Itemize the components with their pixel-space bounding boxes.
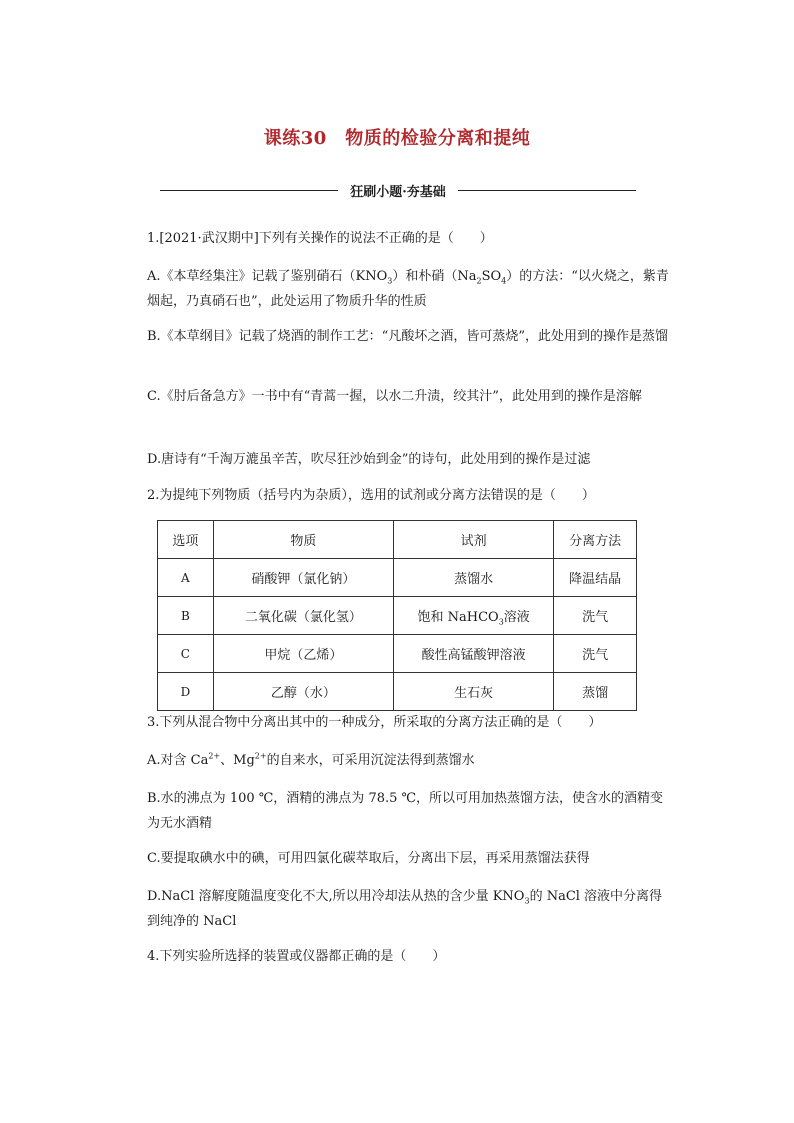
option-cell: D bbox=[158, 673, 214, 711]
q1-a-sub-3: 4 bbox=[501, 276, 507, 286]
page-title: 课练30 物质的检验分离和提纯 bbox=[263, 128, 531, 149]
reagent-cell bbox=[393, 597, 553, 635]
q2-stem: 2.为提纯下列物质（括号内为杂质），选用的试剂或分离方法错误的是（ ） bbox=[147, 488, 595, 503]
reagent-text-1: 饱和 NaHCO bbox=[417, 610, 499, 625]
q3-option-c: C.要提取碘水中的碘，可用四氯化碳萃取后，分离出下层，再采用蒸馏法获得 bbox=[147, 851, 590, 866]
q1-a-sub-2: 2 bbox=[476, 276, 482, 286]
q3-a-text-2: 、Mg bbox=[220, 753, 255, 768]
header-cell: 分离方法 bbox=[554, 521, 637, 559]
q2-table bbox=[157, 520, 637, 711]
section-rule-left bbox=[160, 190, 338, 191]
reagent-cell: 生石灰 bbox=[393, 673, 553, 711]
method-cell: 洗气 bbox=[554, 635, 637, 673]
section-header bbox=[160, 180, 636, 200]
option-cell: C bbox=[158, 635, 214, 673]
header-cell: 物质 bbox=[213, 521, 393, 559]
q3-d-text-1: D.NaCl 溶解度随温度变化不大,所以用冷却法从热的含少量 KNO bbox=[147, 889, 525, 904]
table-header-row bbox=[158, 521, 637, 559]
q3-option-a bbox=[147, 748, 673, 773]
q1-a-text-1: A.《本草经集注》记载了鉴别硝石（KNO bbox=[147, 269, 388, 284]
section-label: 狂刷小题·夯基础 bbox=[350, 184, 446, 200]
q1-a-text-2: ）和朴硝（Na bbox=[392, 269, 477, 284]
substance-cell: 乙醇（水） bbox=[213, 673, 393, 711]
table-row bbox=[158, 597, 637, 635]
table-row bbox=[158, 673, 637, 711]
q3-option-b: B.水的沸点为 100 ℃，酒精的沸点为 78.5 ℃，所以可用加热蒸馏方法，使含水的酒精变为无水酒精 bbox=[147, 791, 664, 831]
substance-cell: 硝酸钾（氯化钠） bbox=[213, 559, 393, 597]
table-row bbox=[158, 635, 637, 673]
q1-stem: 1.[2021·武汉期中]下列有关操作的说法不正确的是（ ） bbox=[147, 231, 493, 246]
q3-stem: 3.下列从混合物中分离出其中的一种成分，所采取的分离方法正确的是（ ） bbox=[147, 715, 602, 730]
method-cell: 蒸馏 bbox=[554, 673, 637, 711]
q3-option-d bbox=[147, 884, 673, 934]
q1-option-c: C.《肘后备急方》一书中有“青蒿一握，以水二升渍，绞其汁”，此处用到的操作是溶解 bbox=[147, 389, 642, 404]
header-cell: 选项 bbox=[158, 521, 214, 559]
option-cell: B bbox=[158, 597, 214, 635]
q3-a-sup-2: 2+ bbox=[254, 751, 267, 761]
q1-a-sub-1: 3 bbox=[387, 276, 393, 286]
reagent-cell: 蒸馏水 bbox=[393, 559, 553, 597]
reagent-sub: 3 bbox=[498, 617, 504, 627]
reagent-cell: 酸性高锰酸钾溶液 bbox=[393, 635, 553, 673]
table-row bbox=[158, 559, 637, 597]
q1-option-b: B.《本草纲目》记载了烧酒的制作工艺：“凡酸坏之酒，皆可蒸烧”，此处用到的操作是蒸馏 bbox=[147, 329, 668, 344]
method-cell: 降温结晶 bbox=[554, 559, 637, 597]
method-cell: 洗气 bbox=[554, 597, 637, 635]
option-cell: A bbox=[158, 559, 214, 597]
q1-option-d: D.唐诗有“千淘万漉虽辛苦，吹尽狂沙始到金”的诗句，此处用到的操作是过滤 bbox=[147, 452, 591, 467]
q1-option-a bbox=[147, 264, 673, 314]
q3-d-text-2: 的 NaCl 溶液中分离得到纯净的 NaCl bbox=[147, 889, 663, 929]
reagent-text-2: 溶液 bbox=[503, 610, 530, 625]
substance-cell: 甲烷（乙烯） bbox=[213, 635, 393, 673]
q4-stem: 4.下列实验所选择的装置或仪器都正确的是（ ） bbox=[147, 949, 446, 964]
section-rule-right bbox=[458, 190, 636, 191]
substance-cell: 二氧化碳（氯化氢） bbox=[213, 597, 393, 635]
header-cell: 试剂 bbox=[393, 521, 553, 559]
q3-a-text-1: A.对含 Ca bbox=[147, 753, 209, 768]
q1-a-text-3: SO bbox=[481, 269, 502, 284]
q3-a-text-3: 的自来水，可采用沉淀法得到蒸馏水 bbox=[266, 753, 475, 768]
q3-d-sub: 3 bbox=[524, 896, 530, 906]
q1-a-text-4: ）的方法：“以火烧之，紫青烟起，乃真硝石也”，此处运用了物质升华的性质 bbox=[147, 269, 669, 309]
q3-a-sup-1: 2+ bbox=[208, 751, 221, 761]
